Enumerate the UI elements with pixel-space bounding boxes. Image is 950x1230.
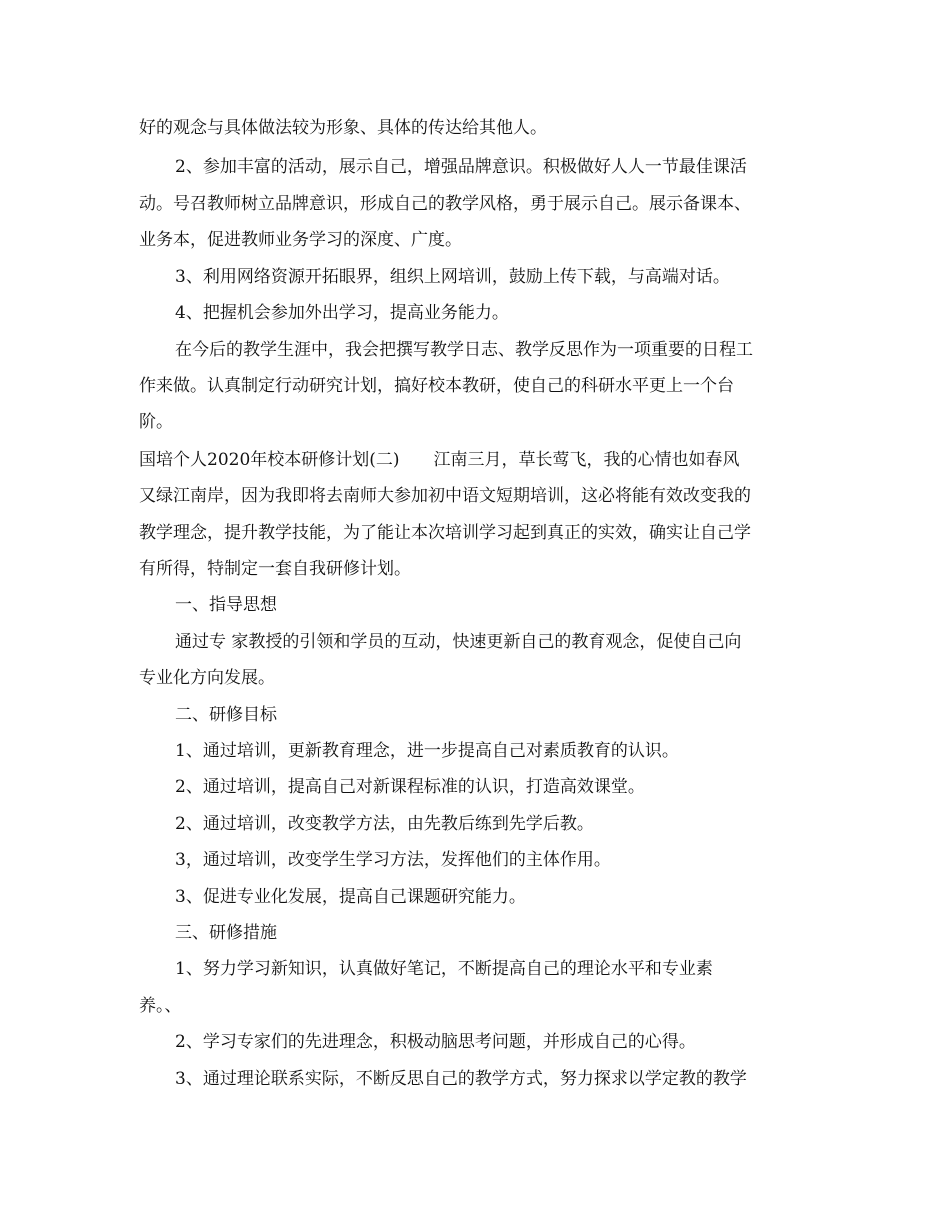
text-line: 1、通过培训，更新教育理念，进一步提高自己对素质教育的认识。	[175, 741, 679, 761]
text-line: 作来做。认真制定行动研究计划，搞好校本教研，使自己的科研水平更上一个台	[139, 376, 734, 396]
text-line: 2、参加丰富的活动，展示自己，增强品牌意识。积极做好人人一节最佳课活	[175, 157, 747, 177]
text-line: 有所得，特制定一套自我研修计划。	[139, 559, 411, 579]
text-line: 专业化方向发展。	[139, 668, 275, 688]
text-line: 1、努力学习新知识，认真做好笔记，不断提高自己的理论水平和专业素	[175, 959, 713, 979]
text-line: 2、学习专家们的先进理念，积极动脑思考问题，并形成自己的心得。	[175, 1032, 696, 1052]
text-line: 在今后的教学生涯中，我会把撰写教学日志、教学反思作为一项重要的日程工	[175, 340, 753, 360]
text-line: 阶。	[139, 412, 173, 432]
text-line: 养。、	[139, 996, 182, 1016]
text-line: 2、通过培训，改变教学方法，由先教后练到先学后教。	[175, 814, 594, 834]
text-line: 3、促进专业化发展，提高自己课题研究能力。	[175, 887, 526, 907]
text-line: 4、把握机会参加外出学习，提高业务能力。	[175, 303, 509, 323]
text-line: 业务本，促进教师业务学习的深度、广度。	[139, 230, 462, 250]
section-heading: 二、研修目标	[175, 705, 277, 725]
text-line: 又绿江南岸，因为我即将去南师大参加初中语文短期培训，这必将能有效改变我的	[139, 486, 751, 506]
text-line: 好的观念与具体做法较为形象、具体的传达给其他人。	[139, 118, 547, 138]
text-line: 2、通过培训，提高自己对新课程标准的认识，打造高效课堂。	[175, 777, 645, 797]
text-line: 通过专 家教授的引领和学员的互动，快速更新自己的教育观念，促使自己向	[175, 632, 742, 652]
section-heading: 一、指导思想	[175, 595, 277, 615]
text-line: 3、利用网络资源开拓眼界，组织上网培训，鼓励上传下载，与高端对话。	[175, 267, 730, 287]
text-line: 动。号召教师树立品牌意识，形成自己的教学风格，勇于展示自己。展示备课本、	[139, 194, 751, 214]
text-line: 教学理念，提升教学技能，为了能让本次培训学习起到真正的实效，确实让自己学	[139, 523, 751, 543]
text-line: 3，通过培训，改变学生学习方法，发挥他们的主体作用。	[175, 850, 611, 870]
text-line: 国培个人2020年校本研修计划(二) 江南三月，草长莺飞，我的心情也如春风	[139, 450, 740, 470]
section-heading: 三、研修措施	[175, 923, 277, 943]
text-line: 3、通过理论联系实际，不断反思自己的教学方式，努力探求以学定教的教学	[175, 1069, 747, 1089]
